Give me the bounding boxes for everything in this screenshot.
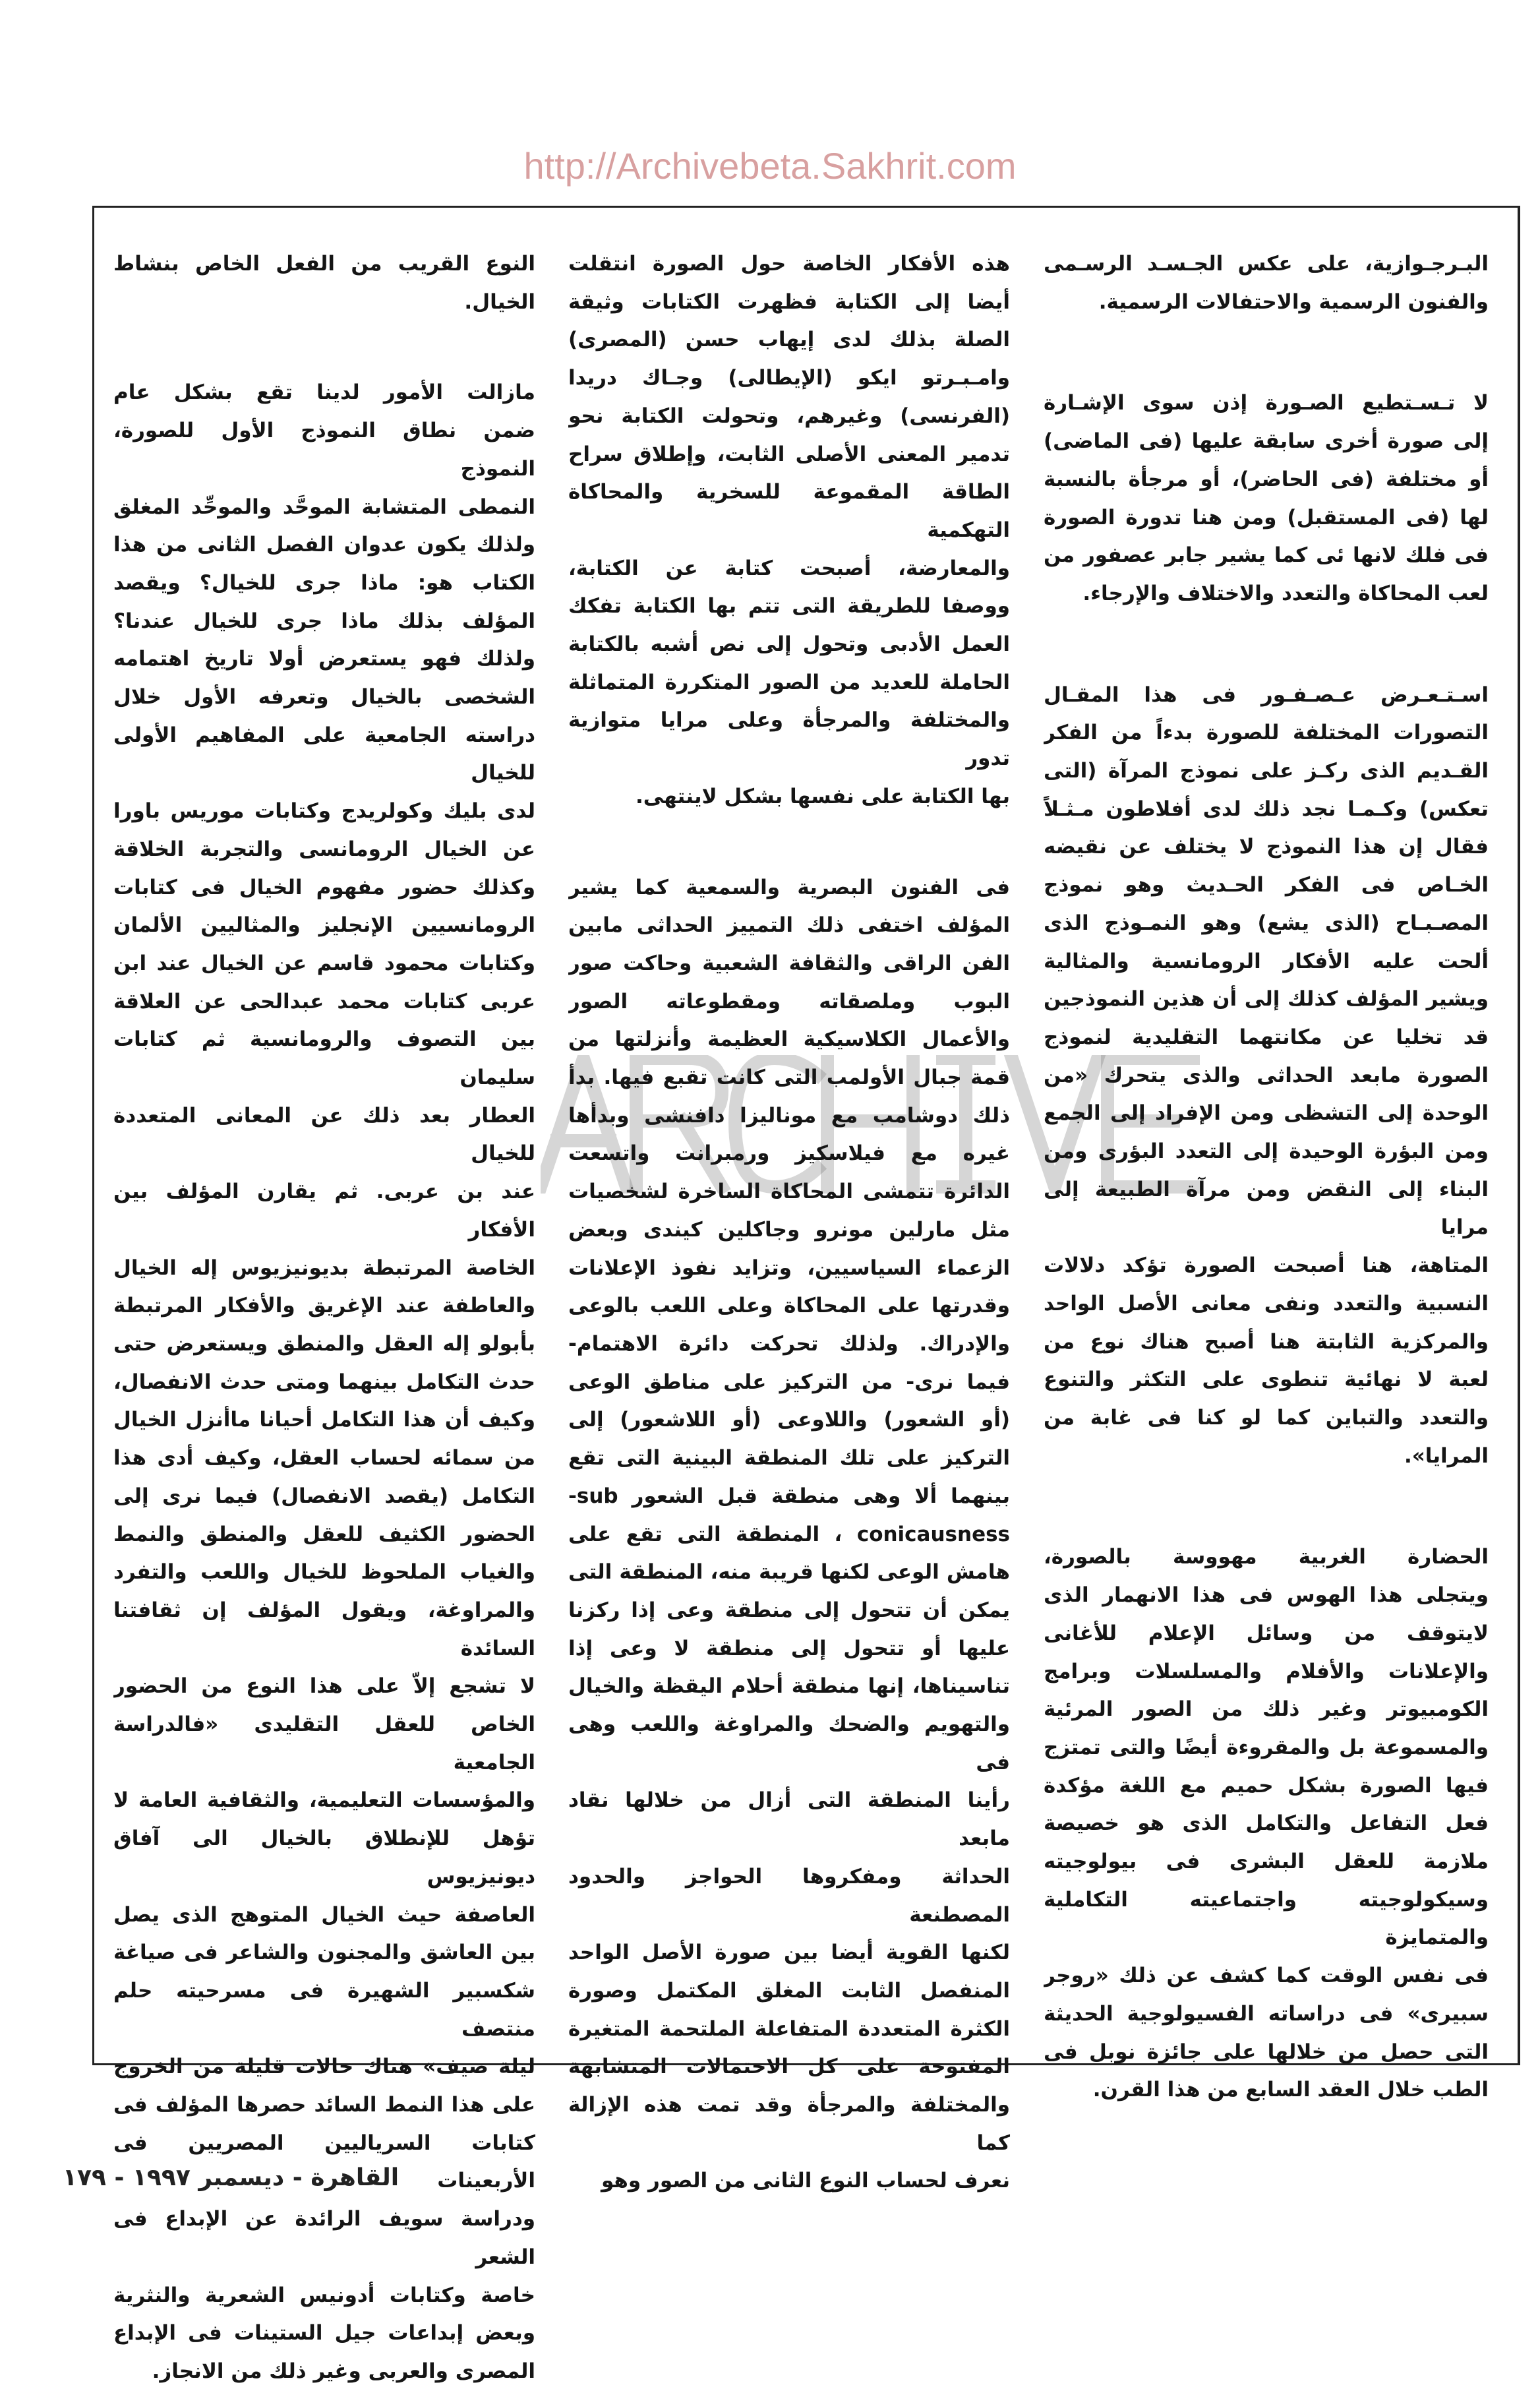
text-line: ملازمة للعقل البشرى فى بيولوجيته bbox=[1044, 1850, 1489, 1874]
text-line: والإعلانات والأفلام والمسلسلات وبرامج bbox=[1044, 1659, 1489, 1683]
text-line: وامـبـرتو ايكو (الإيطالى) وجـاك دريدا bbox=[568, 366, 1010, 390]
text-line: ذلك دوشامب مع موناليزا دافنشى وبدأها bbox=[568, 1103, 1010, 1128]
text-line: الحضور الكثيف للعقل والمنطق والنمط bbox=[113, 1522, 535, 1546]
text-line: لا تشجع إلاّ على هذا النوع من الحضور bbox=[113, 1674, 535, 1699]
text-line: والعاطفة عند الإغريق والأفكار المرتبطة bbox=[113, 1294, 535, 1318]
text-line: خاصة وكتابات أدونيس الشعرية والنثرية bbox=[113, 2283, 535, 2307]
text-line: وكيف أن هذا التكامل أحيانا ماأنزل الخيال bbox=[113, 1408, 535, 1432]
text-line: الخيال. bbox=[464, 289, 535, 314]
column-left bbox=[113, 245, 535, 2391]
text-line: تؤهل للإنطلاق بالخيال الى آفاق ديونيزيوس bbox=[113, 1827, 535, 1889]
text-line: من سمائه لحساب العقل، وكيف أدى هذا bbox=[113, 1446, 535, 1470]
text-line: والمختلفة والمرجأة وعلى مرايا متوازية تدور bbox=[568, 708, 1010, 771]
text-line: فيما نرى- من التركيز على مناطق الوعى bbox=[568, 1370, 1010, 1394]
text-line: على هذا النمط السائد حصرها المؤلف فى bbox=[113, 2093, 535, 2117]
text-line: قمة جبال الأولمب التى كانت تقبع فيها. بدأ bbox=[568, 1066, 1010, 1090]
text-line: الفن الراقى والثقافة الشعبية وحاكت صور bbox=[568, 951, 1010, 975]
paragraph bbox=[113, 374, 535, 2390]
text-line: الطب خلال العقد السابع من هذا القرن. bbox=[1092, 2078, 1489, 2102]
text-line: الكتاب هو: ماذا جرى للخيال؟ ويقصد bbox=[113, 570, 535, 595]
text-line: المفتوحة على كل الاحتمالات المتشابهة bbox=[568, 2055, 1010, 2079]
text-line: مثل مارلين مونرو وجاكلين كيندى وبعض bbox=[568, 1217, 1010, 1242]
text-line: التكامل (يقصد الانفصال) فيما نرى إلى bbox=[113, 1484, 535, 1508]
text-line: النسبية والتعدد ونفى معانى الأصل الواحد bbox=[1044, 1291, 1489, 1316]
text-line: وسيكولوجيته واجتماعيته التكاملية والمتمايزة bbox=[1044, 1887, 1489, 1950]
text-line: والتعدد والتباين كما لو كنا فى غابة من bbox=[1044, 1405, 1489, 1430]
text-line: والتهويم والضحك والمراوغة واللعب وهى فى bbox=[568, 1712, 1010, 1774]
text-line: لها (فى المستقبل) ومن هنا تدورة الصورة bbox=[1044, 505, 1489, 530]
text-line: والمؤسسات التعليمية، والثقافية العامة لا bbox=[113, 1788, 535, 1813]
text-line: (أو الشعور) واللاوعى (أو اللاشعور) إلى bbox=[568, 1408, 1010, 1432]
text-line: دراسته الجامعية على المفاهيم الأولى للخيال bbox=[113, 723, 535, 785]
text-line: فى نفس الوقت كما كشف عن ذلك «روجر bbox=[1044, 1964, 1489, 1988]
text-line: الحاملة للعديد من الصور المتكررة المتماثلة bbox=[568, 670, 1010, 694]
text-line: نعرف لحساب النوع الثانى من الصور وهو bbox=[601, 2169, 1010, 2193]
text-line: الوحدة إلى التشظى ومن الإفراد إلى الجمع bbox=[1044, 1101, 1489, 1126]
text-line: فعل التفاعل والتكامل الذى هو خصيصة bbox=[1044, 1811, 1489, 1836]
text-line: ودراسة سويف الرائدة عن الإبداع فى الشعر bbox=[113, 2207, 535, 2269]
text-line: المؤلف بذلك ماذا جرى للخيال عندنا؟ bbox=[113, 609, 535, 633]
text-line: كتابات السرياليين المصريين فى الأربعينات bbox=[113, 2131, 535, 2193]
text-line: العمل الأدبى وتحول إلى نص أشبه بالكتابة bbox=[568, 632, 1010, 657]
text-line: مازالت الأمور لدينا تقع بشكل عام bbox=[113, 380, 535, 405]
text-line: والفنون الرسمية والاحتفالات الرسمية. bbox=[1098, 289, 1489, 314]
text-line: فيها الصورة بشكل حميم مع اللغة مؤكدة bbox=[1044, 1773, 1489, 1798]
text-line: الزعماء السياسيين، وتزايد نفوذ الإعلانات bbox=[568, 1256, 1010, 1280]
text-line: ليلة صيف» هناك حالات قليلة من الخروج bbox=[113, 2055, 535, 2079]
paragraph bbox=[1044, 677, 1489, 1476]
text-line: وكذلك حضور مفهوم الخيال فى كتابات bbox=[113, 875, 535, 899]
text-line: سبيرى» فى دراساته الفسيولوجية الحديثة bbox=[1044, 2001, 1489, 2026]
paragraph bbox=[1044, 245, 1489, 321]
text-line: لكنها القوية أيضا بين صورة الأصل الواحد bbox=[568, 1941, 1010, 1965]
text-line: بها الكتابة على نفسها بشكل لاينتهى. bbox=[635, 784, 1010, 808]
text-line: البوب وملصقاته ومقطوعاته الصور bbox=[568, 989, 1010, 1014]
text-line: عن الخيال الرومانسى والتجربة الخلاقة bbox=[113, 837, 535, 861]
text-line: الخاصة المرتبطة بديونيزيوس إله الخيال bbox=[113, 1256, 535, 1280]
paragraph bbox=[1044, 1538, 1489, 2109]
text-line: الخـاص فى الفكر الحـديث وهو نموذج bbox=[1044, 873, 1489, 897]
text-line: اسـتـعـرض عـصـفـور فى هذا المقـال bbox=[1044, 682, 1489, 707]
text-line: أيضا إلى الكتابة فظهرت الكتابات وثيقة bbox=[568, 289, 1010, 314]
text-line: غيره مع فيلاسكيز ورمبرانت واتسعت bbox=[568, 1141, 1010, 1166]
text-line: بينهما ألا وهى منطقة قبل الشعور sub- bbox=[568, 1484, 1010, 1508]
text-line: المنفصل الثابت المغلق المكتمل وصورة bbox=[568, 1978, 1010, 2003]
text-line: ومن البؤرة الوحيدة إلى التعدد البؤرى ومن bbox=[1044, 1139, 1489, 1164]
text-line: بأبولو إله العقل والمنطق ويستعرض حتى bbox=[113, 1331, 535, 1356]
text-line: لا تـسـتطيع الصـورة إذن سوى الإشـارة bbox=[1044, 391, 1489, 415]
text-line: تعكس) وكـمـا نجد ذلك لدى أفلاطون مـثـلاً bbox=[1044, 797, 1489, 821]
text-line: الرومانسيين الإنجليز والمثاليين الألمان bbox=[113, 913, 535, 938]
text-line: تدمير المعنى الأصلى الثابت، وإطلاق سراح bbox=[568, 442, 1010, 466]
text-line: النوع القريب من الفعل الخاص بنشاط bbox=[113, 252, 535, 276]
text-line: الحداثة ومفكروها الحواجز والحدود المصطنعة bbox=[568, 1864, 1010, 1927]
text-line: والأعمال الكلاسيكية العظيمة وأنزلتها من bbox=[568, 1027, 1010, 1052]
text-line: المصرى والعربى وغير ذلك من الانجاز. bbox=[152, 2359, 535, 2383]
text-line: الدائرة تتمشى المحاكاة الساخرة لشخصيات bbox=[568, 1180, 1010, 1204]
text-line: والمسموعة بل والمقروءة أيضًا والتى تمتزج bbox=[1044, 1735, 1489, 1759]
text-line: المؤلف اختفى ذلك التمييز الحداثى مابين bbox=[568, 913, 1010, 938]
text-line: العاصفة حيث الخيال المتوهج الذى يصل bbox=[113, 1902, 535, 1927]
text-line: العطار بعد ذلك عن المعانى المتعددة للخيال bbox=[113, 1103, 535, 1166]
text-line: ووصفا للطريقة التى تتم بها الكتابة تفكك bbox=[568, 594, 1010, 619]
text-line: شكسبير الشهيرة فى مسرحيته حلم منتصف bbox=[113, 1978, 535, 2041]
paragraph bbox=[568, 869, 1010, 2201]
text-line: فى فلك لانها ئى كما يشير جابر عصفور من bbox=[1044, 543, 1489, 568]
text-line: لعب المحاكاة والتعدد والاختلاف والإرجاء. bbox=[1082, 581, 1489, 605]
text-line: قد تخليا عن مكانتهما التقليدية لنموذج bbox=[1044, 1025, 1489, 1049]
text-line: والمختلفة والمرجأة وقد تمت هذه الإزالة كما bbox=[568, 2093, 1010, 2155]
text-line: الصلة بذلك لدى إيهاب حسن (المصرى) bbox=[568, 328, 1010, 352]
text-line: ويتجلى هذا الهوس فى هذا الانهمار الذى bbox=[1044, 1583, 1489, 1608]
paragraph bbox=[1044, 384, 1489, 613]
text-line: التى حصل من خلالها على جائزة نوبل فى bbox=[1044, 2040, 1489, 2064]
paragraph bbox=[568, 245, 1010, 816]
text-line: ألحت عليه الأفكار الرومانسية والمثالية bbox=[1044, 949, 1489, 973]
text-line: الكومبيوتر وغير ذلك من الصور المرئية bbox=[1044, 1697, 1489, 1722]
text-line: بين التصوف والرومانسية ثم كتابات سليمان bbox=[113, 1027, 535, 1090]
text-line: الشخصى بالخيال وتعرفه الأول خلال bbox=[113, 685, 535, 710]
text-line: الحضارة الغربية مهووسة بالصورة، bbox=[1044, 1545, 1489, 1569]
text-line: المصـبـاح (الذى يشع) وهو النمـوذج الذى bbox=[1044, 911, 1489, 935]
text-line: وقدرتها على المحاكاة وعلى اللعب بالوعى bbox=[568, 1294, 1010, 1318]
text-line: والمراوغة، ويقول المؤلف إن ثقافتنا السائدة bbox=[113, 1598, 535, 1660]
text-line: conicausness ، المنطقة التى تقع على bbox=[568, 1522, 1010, 1546]
text-line: البـرجـوازية، على عكس الجـسـد الرسـمى bbox=[1044, 252, 1489, 276]
text-line: لايتوقف من وسائل الإعلام للأغانى bbox=[1044, 1621, 1489, 1645]
text-line: لدى بليك وكولريدج وكتابات موريس باورا bbox=[113, 799, 535, 824]
text-line: رأينا المنطقة التى أزال من خلالها نقاد مابعد bbox=[568, 1788, 1010, 1851]
text-line: ولذلك يكون عدوان الفصل الثانى من هذا bbox=[113, 533, 535, 557]
text-line: إلى صورة أخرى سابقة عليها (فى الماضى) bbox=[1044, 429, 1489, 454]
column-right bbox=[1044, 245, 1489, 2109]
text-line: الصورة مابعد الحداثى والذى يتحرك «من bbox=[1044, 1063, 1489, 1087]
text-line: والإدراك. ولذلك تحركت دائرة الاهتمام- bbox=[568, 1331, 1010, 1356]
text-line: ويشير المؤلف كذلك إلى أن هذين النموذجين bbox=[1044, 987, 1489, 1012]
text-line: النمطى المتشابة الموحَّد والموحِّد المغلق bbox=[113, 495, 535, 519]
text-line: الخاص للعقل التقليدى «فالدراسة الجامعية bbox=[113, 1712, 535, 1774]
text-line: بين العاشق والمجنون والشاعر فى صياغة bbox=[113, 1941, 535, 1965]
text-line: عليها أو تتحول إلى منطقة لا وعى إذا bbox=[568, 1636, 1010, 1660]
text-line: فى الفنون البصرية والسمعية كما يشير bbox=[568, 875, 1010, 899]
text-line: وبعض إبداعات جيل الستينات فى الإبداع bbox=[113, 2321, 535, 2346]
text-line: ولذلك فهو يستعرض أولا تاريخ اهتمامه bbox=[113, 647, 535, 671]
text-line: (الفرنسى) وغيرهم، وتحولت الكتابة نحو bbox=[568, 404, 1010, 428]
column-middle bbox=[568, 245, 1010, 2200]
paragraph bbox=[113, 245, 535, 321]
text-line: هذه الأفكار الخاصة حول الصورة انتقلت bbox=[568, 252, 1010, 276]
text-line: عند بن عربى. ثم يقارن المؤلف بين الأفكار bbox=[113, 1180, 535, 1242]
text-line: لعبة لا نهائية تنطوى على التكثر والتنوع bbox=[1044, 1368, 1489, 1392]
text-line: تناسيناها، إنها منطقة أحلام اليقظة والخيال bbox=[568, 1674, 1010, 1699]
text-line: والمعارضة، أصبحت كتابة عن الكتابة، bbox=[568, 556, 1010, 580]
text-line: والمركزية الثابتة هنا أصبح هناك نوع من bbox=[1044, 1329, 1489, 1354]
text-line: التصورات المختلفة للصورة بدءاً من الفكر bbox=[1044, 721, 1489, 745]
text-line: البناء إلى النقض ومن مرآة الطبيعة إلى مرايا bbox=[1044, 1177, 1489, 1240]
text-line: فقال إن هذا النموذج لا يختلف عن نقيضه bbox=[1044, 835, 1489, 859]
watermark-url: http://Archivebeta.Sakhrit.com bbox=[523, 145, 1017, 187]
text-line: الكثرة المتعددة المتفاعلة الملتحمة المتغيرة bbox=[568, 2016, 1010, 2041]
text-line: أو مختلفة (فى الحاضر)، أو مرجأة بالنسبة bbox=[1044, 467, 1489, 491]
text-line: ضمن نطاق النموذج الأول للصورة، النموذج bbox=[113, 419, 535, 481]
text-line: وكتابات محمود قاسم عن الخيال عند ابن bbox=[113, 951, 535, 975]
text-line: المرايا». bbox=[1404, 1443, 1489, 1468]
text-line: والغياب الملحوظ للخيال واللعب والتفرد bbox=[113, 1560, 535, 1585]
page-footer: القاهرة - ديسمبر ١٩٩٧ - ١٧٩ bbox=[63, 2164, 400, 2191]
text-line: المتاهة، هنا أصبحت الصورة تؤكد دلالات bbox=[1044, 1254, 1489, 1278]
text-line: حدث التكامل بينهما ومتى حدث الانفصال، bbox=[113, 1370, 535, 1394]
text-line: القـديم الذى ركـز على نموذج المرآة (التى bbox=[1044, 759, 1489, 783]
text-line: الطاقة المقموعة للسخرية والمحاكاة التهكمية bbox=[568, 480, 1010, 542]
text-line: التركيز على تلك المنطقة البينية التى تقع bbox=[568, 1446, 1010, 1470]
text-line: هامش الوعى لكنها قريبة منه، المنطقة التى bbox=[568, 1560, 1010, 1585]
text-line: عربى كتابات محمد عبدالحى عن العلاقة bbox=[113, 989, 535, 1014]
text-line: يمكن أن تتحول إلى منطقة وعى إذا ركزنا bbox=[568, 1598, 1010, 1622]
